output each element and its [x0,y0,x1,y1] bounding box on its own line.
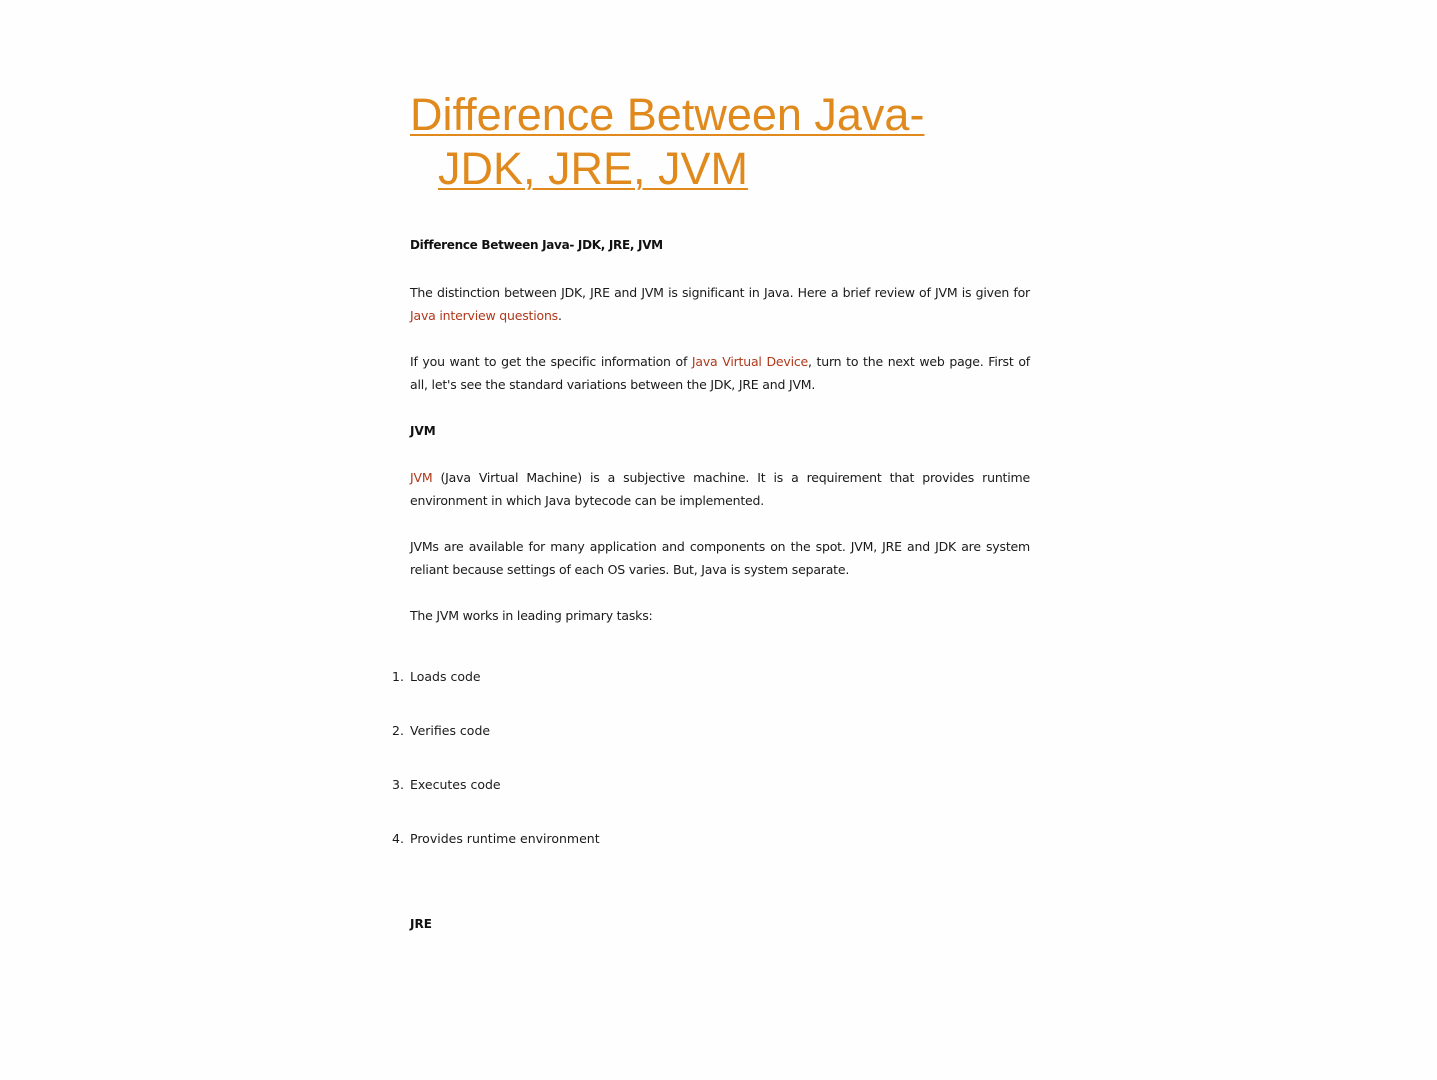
list-text: Loads code [410,669,481,684]
list-text: Verifies code [410,723,491,738]
jvm-definition-text: (Java Virtual Machine) is a subjective machine. It is a requirement that provides runtime environment in which Java bytecode can be implemented. [410,470,1030,508]
list-item [392,669,481,684]
info-paragraph [410,350,1030,396]
list-number: 2. [392,723,404,738]
section-heading-jre: JRE [410,917,432,931]
list-item [392,831,600,846]
list-number: 3. [392,777,404,792]
intro-text: The distinction between JDK, JRE and JVM is significant in Java. Here a brief review of JVM is given for [410,285,1030,300]
info-text-end: , turn to the next web page. First of all, let's see the standard variations between the JDK, JRE and JVM. [410,354,1030,392]
jvm-definition-paragraph [410,466,1030,512]
jvm-availability-paragraph: JVMs are available for many application and components on the spot. JVM, JRE and JDK are system reliant because settings of each OS varies. But, Java is system separate. [410,539,1030,577]
list-number: 1. [392,669,404,684]
list-item [392,777,501,792]
java-virtual-device-link[interactable]: Java Virtual Device [691,354,808,369]
page-title [410,88,1010,196]
list-item [392,723,490,738]
intro-paragraph [410,281,1030,327]
list-text: Provides runtime environment [410,831,600,846]
info-text: If you want to get the specific information of [410,354,692,369]
title-line-2: JDK, JRE, JVM [438,143,749,194]
section-heading-jvm: JVM [410,424,436,438]
list-text: Executes code [410,777,501,792]
intro-text-end: . [557,308,562,323]
interview-questions-link[interactable]: Java interview questions [410,308,558,323]
title-line-1: Difference Between Java- [410,89,925,140]
jvm-tasks-intro: The JVM works in leading primary tasks: [410,608,653,623]
jvm-link[interactable]: JVM [410,470,433,485]
article-subheading: Difference Between Java- JDK, JRE, JVM [410,238,663,252]
list-number: 4. [392,831,404,846]
title-link[interactable] [410,89,1010,196]
